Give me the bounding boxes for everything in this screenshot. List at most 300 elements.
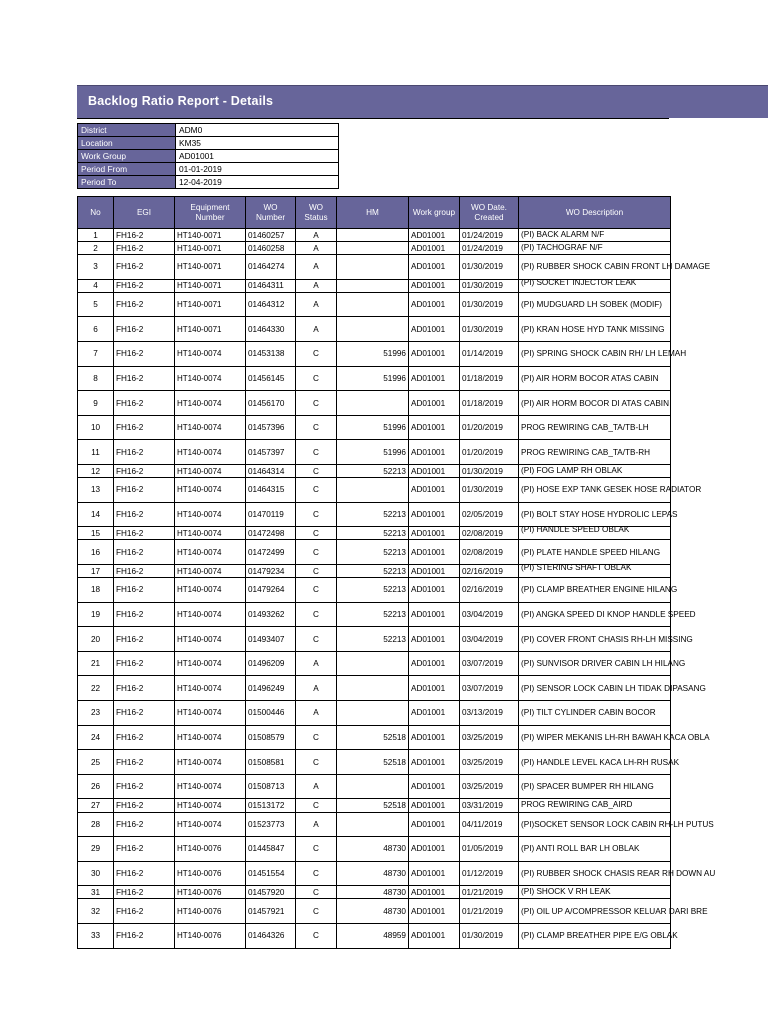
cell-hm: 52213 <box>337 527 409 540</box>
table-row <box>78 540 671 565</box>
cell-no: 1 <box>78 229 114 242</box>
cell-wo-number: 01464311 <box>246 279 296 292</box>
cell-equipment-number: HT140-0071 <box>175 242 246 255</box>
cell-no: 2 <box>78 242 114 255</box>
table-row <box>78 899 671 924</box>
parameter-value: KM35 <box>176 137 339 150</box>
cell-work-group: AD01001 <box>409 676 460 701</box>
cell-egi: FH16-2 <box>114 774 175 799</box>
parameter-row <box>78 150 339 163</box>
cell-wo-status: A <box>296 651 337 676</box>
cell-wo-description: (PI) RUBBER SHOCK CHASIS REAR RH DOWN AU <box>519 861 671 886</box>
cell-wo-number: 01456145 <box>246 366 296 391</box>
cell-wo-date-created: 03/04/2019 <box>460 627 519 652</box>
cell-hm <box>337 229 409 242</box>
cell-wo-date-created: 03/13/2019 <box>460 701 519 726</box>
cell-wo-number: 01493262 <box>246 602 296 627</box>
cell-wo-description: (PI) STERING SHAFT OBLAK <box>519 565 671 578</box>
cell-egi: FH16-2 <box>114 478 175 503</box>
cell-wo-description: (PI) CLAMP BREATHER ENGINE HILANG <box>519 578 671 603</box>
cell-wo-date-created: 01/30/2019 <box>460 317 519 342</box>
cell-wo-status: C <box>296 886 337 899</box>
cell-egi: FH16-2 <box>114 366 175 391</box>
cell-hm <box>337 317 409 342</box>
cell-equipment-number: HT140-0074 <box>175 578 246 603</box>
parameter-value: ADM0 <box>176 124 339 137</box>
cell-hm: 52213 <box>337 578 409 603</box>
cell-egi: FH16-2 <box>114 540 175 565</box>
cell-hm: 48730 <box>337 899 409 924</box>
cell-wo-status: A <box>296 812 337 837</box>
parameter-value: 01-01-2019 <box>176 163 339 176</box>
cell-equipment-number: HT140-0074 <box>175 415 246 440</box>
cell-work-group: AD01001 <box>409 774 460 799</box>
table-row <box>78 502 671 527</box>
cell-equipment-number: HT140-0074 <box>175 676 246 701</box>
cell-hm <box>337 255 409 280</box>
cell-wo-date-created: 01/18/2019 <box>460 391 519 416</box>
table-row <box>78 627 671 652</box>
cell-wo-description: (PI) MUDGUARD LH SOBEK (MODIF) <box>519 292 671 317</box>
table-row <box>78 750 671 775</box>
cell-wo-number: 01457920 <box>246 886 296 899</box>
cell-work-group: AD01001 <box>409 478 460 503</box>
cell-egi: FH16-2 <box>114 279 175 292</box>
cell-wo-date-created: 02/05/2019 <box>460 502 519 527</box>
cell-wo-status: C <box>296 924 337 949</box>
cell-wo-description: (PI) HOSE EXP TANK GESEK HOSE RADIATOR <box>519 478 671 503</box>
parameter-value: AD01001 <box>176 150 339 163</box>
cell-wo-number: 01508713 <box>246 774 296 799</box>
cell-work-group: AD01001 <box>409 242 460 255</box>
cell-wo-description: (PI) TACHOGRAF N/F <box>519 242 671 255</box>
cell-wo-description: PROG REWIRING CAB_TA/TB-RH <box>519 440 671 465</box>
cell-wo-status: C <box>296 602 337 627</box>
cell-equipment-number: HT140-0074 <box>175 540 246 565</box>
cell-wo-description: (PI) RUBBER SHOCK CABIN FRONT LH DAMAGE <box>519 255 671 280</box>
cell-wo-date-created: 03/25/2019 <box>460 750 519 775</box>
table-row <box>78 578 671 603</box>
cell-equipment-number: HT140-0074 <box>175 465 246 478</box>
cell-equipment-number: HT140-0071 <box>175 279 246 292</box>
cell-no: 21 <box>78 651 114 676</box>
cell-equipment-number: HT140-0074 <box>175 366 246 391</box>
cell-wo-date-created: 03/31/2019 <box>460 799 519 812</box>
cell-egi: FH16-2 <box>114 292 175 317</box>
cell-equipment-number: HT140-0076 <box>175 886 246 899</box>
cell-wo-number: 01464326 <box>246 924 296 949</box>
cell-work-group: AD01001 <box>409 924 460 949</box>
table-row <box>78 565 671 578</box>
cell-wo-status: A <box>296 229 337 242</box>
cell-hm <box>337 651 409 676</box>
cell-wo-date-created: 01/24/2019 <box>460 229 519 242</box>
cell-wo-number: 01457397 <box>246 440 296 465</box>
cell-wo-date-created: 01/20/2019 <box>460 440 519 465</box>
cell-wo-date-created: 01/30/2019 <box>460 465 519 478</box>
cell-no: 18 <box>78 578 114 603</box>
cell-wo-status: C <box>296 899 337 924</box>
cell-work-group: AD01001 <box>409 527 460 540</box>
cell-wo-status: A <box>296 255 337 280</box>
cell-work-group: AD01001 <box>409 837 460 862</box>
cell-work-group: AD01001 <box>409 366 460 391</box>
cell-work-group: AD01001 <box>409 799 460 812</box>
cell-wo-number: 01470119 <box>246 502 296 527</box>
cell-egi: FH16-2 <box>114 342 175 367</box>
cell-wo-description: (PI) FOG LAMP RH OBLAK <box>519 465 671 478</box>
cell-wo-number: 01457921 <box>246 899 296 924</box>
cell-no: 6 <box>78 317 114 342</box>
cell-equipment-number: HT140-0074 <box>175 651 246 676</box>
cell-hm <box>337 812 409 837</box>
cell-no: 9 <box>78 391 114 416</box>
cell-wo-number: 01479264 <box>246 578 296 603</box>
cell-wo-date-created: 04/11/2019 <box>460 812 519 837</box>
cell-wo-date-created: 02/16/2019 <box>460 565 519 578</box>
cell-wo-status: A <box>296 317 337 342</box>
cell-equipment-number: HT140-0074 <box>175 602 246 627</box>
cell-egi: FH16-2 <box>114 861 175 886</box>
cell-wo-description: (PI) COVER FRONT CHASIS RH-LH MISSING <box>519 627 671 652</box>
cell-wo-description: (PI) HANDLE LEVEL KACA LH-RH RUSAK <box>519 750 671 775</box>
col-wo-date-created-header: WO Date. Created <box>460 197 519 229</box>
cell-hm <box>337 478 409 503</box>
cell-wo-description: (PI) ANGKA SPEED DI KNOP HANDLE SPEED <box>519 602 671 627</box>
cell-wo-status: C <box>296 478 337 503</box>
table-row <box>78 701 671 726</box>
cell-wo-date-created: 03/25/2019 <box>460 725 519 750</box>
cell-equipment-number: HT140-0074 <box>175 565 246 578</box>
cell-no: 26 <box>78 774 114 799</box>
cell-work-group: AD01001 <box>409 725 460 750</box>
cell-work-group: AD01001 <box>409 540 460 565</box>
cell-work-group: AD01001 <box>409 578 460 603</box>
table-row <box>78 676 671 701</box>
table-row <box>78 725 671 750</box>
cell-hm: 52518 <box>337 799 409 812</box>
cell-wo-status: C <box>296 391 337 416</box>
cell-wo-description: (PI) SPRING SHOCK CABIN RH/ LH LEMAH <box>519 342 671 367</box>
report-title-bar <box>77 85 768 118</box>
cell-egi: FH16-2 <box>114 229 175 242</box>
cell-work-group: AD01001 <box>409 465 460 478</box>
cell-equipment-number: HT140-0071 <box>175 255 246 280</box>
cell-wo-date-created: 01/30/2019 <box>460 924 519 949</box>
cell-wo-date-created: 01/05/2019 <box>460 837 519 862</box>
col-wo-status-header: WO Status <box>296 197 337 229</box>
cell-wo-description: (PI) SOCKET INJECTOR LEAK <box>519 279 671 292</box>
parameter-label: Period To <box>78 176 176 189</box>
cell-wo-date-created: 02/08/2019 <box>460 540 519 565</box>
table-row <box>78 799 671 812</box>
cell-wo-date-created: 01/30/2019 <box>460 292 519 317</box>
cell-equipment-number: HT140-0074 <box>175 725 246 750</box>
title-divider <box>77 118 669 119</box>
cell-no: 11 <box>78 440 114 465</box>
cell-egi: FH16-2 <box>114 565 175 578</box>
cell-wo-status: C <box>296 750 337 775</box>
cell-equipment-number: HT140-0071 <box>175 229 246 242</box>
cell-hm: 52213 <box>337 465 409 478</box>
cell-wo-number: 01464274 <box>246 255 296 280</box>
cell-work-group: AD01001 <box>409 602 460 627</box>
cell-wo-status: C <box>296 837 337 862</box>
cell-no: 27 <box>78 799 114 812</box>
cell-no: 29 <box>78 837 114 862</box>
cell-wo-status: A <box>296 774 337 799</box>
cell-equipment-number: HT140-0074 <box>175 701 246 726</box>
cell-no: 25 <box>78 750 114 775</box>
cell-wo-number: 01508579 <box>246 725 296 750</box>
cell-equipment-number: HT140-0076 <box>175 924 246 949</box>
cell-equipment-number: HT140-0076 <box>175 899 246 924</box>
cell-no: 16 <box>78 540 114 565</box>
cell-wo-description: (PI) SPACER BUMPER RH HILANG <box>519 774 671 799</box>
cell-wo-number: 01493407 <box>246 627 296 652</box>
cell-work-group: AD01001 <box>409 292 460 317</box>
cell-wo-number: 01472498 <box>246 527 296 540</box>
cell-wo-status: A <box>296 701 337 726</box>
cell-wo-status: C <box>296 502 337 527</box>
report-title: Backlog Ratio Report - Details <box>88 94 274 108</box>
cell-wo-status: C <box>296 440 337 465</box>
cell-equipment-number: HT140-0074 <box>175 774 246 799</box>
table-row <box>78 924 671 949</box>
cell-wo-status: A <box>296 676 337 701</box>
cell-no: 8 <box>78 366 114 391</box>
cell-hm <box>337 292 409 317</box>
parameter-row <box>78 124 339 137</box>
table-row <box>78 861 671 886</box>
cell-hm: 52213 <box>337 602 409 627</box>
cell-equipment-number: HT140-0074 <box>175 440 246 465</box>
cell-no: 20 <box>78 627 114 652</box>
cell-wo-number: 01496249 <box>246 676 296 701</box>
cell-hm: 52213 <box>337 627 409 652</box>
cell-egi: FH16-2 <box>114 886 175 899</box>
cell-no: 28 <box>78 812 114 837</box>
cell-no: 30 <box>78 861 114 886</box>
cell-hm: 48959 <box>337 924 409 949</box>
cell-no: 19 <box>78 602 114 627</box>
cell-wo-description: (PI) OIL UP A/COMPRESSOR KELUAR DARI BRE <box>519 899 671 924</box>
cell-equipment-number: HT140-0071 <box>175 292 246 317</box>
cell-wo-number: 01457396 <box>246 415 296 440</box>
cell-wo-number: 01523773 <box>246 812 296 837</box>
cell-equipment-number: HT140-0076 <box>175 861 246 886</box>
cell-no: 32 <box>78 899 114 924</box>
cell-hm <box>337 676 409 701</box>
table-row <box>78 837 671 862</box>
cell-equipment-number: HT140-0074 <box>175 750 246 775</box>
cell-egi: FH16-2 <box>114 502 175 527</box>
cell-work-group: AD01001 <box>409 899 460 924</box>
table-row <box>78 292 671 317</box>
cell-hm <box>337 279 409 292</box>
cell-hm <box>337 774 409 799</box>
cell-no: 7 <box>78 342 114 367</box>
cell-wo-description: (PI) HANDLE SPEED OBLAK <box>519 527 671 540</box>
cell-equipment-number: HT140-0074 <box>175 391 246 416</box>
cell-equipment-number: HT140-0071 <box>175 317 246 342</box>
cell-work-group: AD01001 <box>409 317 460 342</box>
cell-egi: FH16-2 <box>114 725 175 750</box>
cell-no: 15 <box>78 527 114 540</box>
cell-wo-status: C <box>296 415 337 440</box>
cell-work-group: AD01001 <box>409 440 460 465</box>
cell-equipment-number: HT140-0074 <box>175 812 246 837</box>
cell-egi: FH16-2 <box>114 440 175 465</box>
cell-wo-date-created: 01/18/2019 <box>460 366 519 391</box>
cell-wo-number: 01464312 <box>246 292 296 317</box>
parameter-value: 12-04-2019 <box>176 176 339 189</box>
col-equipment-number-header: Equipment Number <box>175 197 246 229</box>
cell-work-group: AD01001 <box>409 415 460 440</box>
cell-wo-date-created: 01/21/2019 <box>460 899 519 924</box>
cell-wo-status: A <box>296 242 337 255</box>
cell-no: 22 <box>78 676 114 701</box>
parameter-row <box>78 176 339 189</box>
table-row <box>78 415 671 440</box>
table-row <box>78 886 671 899</box>
cell-wo-number: 01472499 <box>246 540 296 565</box>
cell-wo-status: C <box>296 366 337 391</box>
cell-wo-status: C <box>296 725 337 750</box>
cell-wo-description: (PI) SENSOR LOCK CABIN LH TIDAK DIPASANG <box>519 676 671 701</box>
cell-wo-description: (PI) KRAN HOSE HYD TANK MISSING <box>519 317 671 342</box>
cell-wo-number: 01453138 <box>246 342 296 367</box>
cell-hm <box>337 391 409 416</box>
parameter-label: Location <box>78 137 176 150</box>
cell-hm: 52213 <box>337 540 409 565</box>
cell-wo-number: 01464314 <box>246 465 296 478</box>
cell-wo-status: A <box>296 292 337 317</box>
cell-wo-number: 01456170 <box>246 391 296 416</box>
table-row <box>78 366 671 391</box>
cell-work-group: AD01001 <box>409 651 460 676</box>
table-row <box>78 242 671 255</box>
table-row <box>78 602 671 627</box>
cell-wo-status: C <box>296 540 337 565</box>
cell-egi: FH16-2 <box>114 799 175 812</box>
cell-wo-status: C <box>296 565 337 578</box>
cell-work-group: AD01001 <box>409 812 460 837</box>
cell-no: 23 <box>78 701 114 726</box>
cell-wo-date-created: 03/25/2019 <box>460 774 519 799</box>
cell-wo-status: C <box>296 465 337 478</box>
cell-egi: FH16-2 <box>114 602 175 627</box>
cell-wo-description: (PI) ANTI ROLL BAR LH OBLAK <box>519 837 671 862</box>
cell-wo-number: 01479234 <box>246 565 296 578</box>
backlog-details-table <box>77 196 716 949</box>
table-header-row <box>78 197 671 229</box>
cell-wo-date-created: 03/07/2019 <box>460 676 519 701</box>
cell-egi: FH16-2 <box>114 391 175 416</box>
cell-hm: 51996 <box>337 415 409 440</box>
cell-hm: 48730 <box>337 861 409 886</box>
table-row <box>78 440 671 465</box>
cell-wo-number: 01451554 <box>246 861 296 886</box>
cell-work-group: AD01001 <box>409 861 460 886</box>
cell-wo-description: (PI) WIPER MEKANIS LH-RH BAWAH KACA OBLA <box>519 725 671 750</box>
cell-no: 31 <box>78 886 114 899</box>
cell-work-group: AD01001 <box>409 701 460 726</box>
cell-egi: FH16-2 <box>114 651 175 676</box>
col-hm-header: HM <box>337 197 409 229</box>
cell-egi: FH16-2 <box>114 242 175 255</box>
cell-wo-description: (PI) PLATE HANDLE SPEED HILANG <box>519 540 671 565</box>
cell-equipment-number: HT140-0076 <box>175 837 246 862</box>
parameter-row <box>78 137 339 150</box>
cell-wo-description: (PI) CLAMP BREATHER PIPE E/G OBLAK <box>519 924 671 949</box>
parameter-label: Period From <box>78 163 176 176</box>
cell-hm: 52213 <box>337 502 409 527</box>
cell-wo-date-created: 01/20/2019 <box>460 415 519 440</box>
cell-wo-date-created: 02/16/2019 <box>460 578 519 603</box>
cell-no: 33 <box>78 924 114 949</box>
cell-hm: 51996 <box>337 366 409 391</box>
cell-wo-status: A <box>296 279 337 292</box>
parameter-label: Work Group <box>78 150 176 163</box>
report-parameters-table <box>77 123 339 189</box>
cell-work-group: AD01001 <box>409 279 460 292</box>
cell-wo-status: C <box>296 527 337 540</box>
cell-hm: 52518 <box>337 725 409 750</box>
cell-egi: FH16-2 <box>114 676 175 701</box>
table-row <box>78 279 671 292</box>
cell-wo-status: C <box>296 627 337 652</box>
table-row <box>78 774 671 799</box>
cell-wo-number: 01513172 <box>246 799 296 812</box>
cell-wo-number: 01496209 <box>246 651 296 676</box>
cell-work-group: AD01001 <box>409 750 460 775</box>
cell-work-group: AD01001 <box>409 391 460 416</box>
cell-no: 24 <box>78 725 114 750</box>
cell-wo-status: C <box>296 861 337 886</box>
cell-work-group: AD01001 <box>409 229 460 242</box>
table-row <box>78 342 671 367</box>
table-row <box>78 812 671 837</box>
cell-work-group: AD01001 <box>409 886 460 899</box>
cell-work-group: AD01001 <box>409 342 460 367</box>
cell-egi: FH16-2 <box>114 465 175 478</box>
table-row <box>78 651 671 676</box>
col-wo-number-header: WO Number <box>246 197 296 229</box>
cell-equipment-number: HT140-0074 <box>175 478 246 503</box>
col-egi-header: EGI <box>114 197 175 229</box>
parameter-row <box>78 163 339 176</box>
cell-wo-date-created: 01/30/2019 <box>460 255 519 280</box>
cell-wo-date-created: 01/12/2019 <box>460 861 519 886</box>
col-wo-description-header: WO Description <box>519 197 671 229</box>
cell-hm <box>337 701 409 726</box>
cell-wo-date-created: 01/14/2019 <box>460 342 519 367</box>
cell-wo-number: 01508581 <box>246 750 296 775</box>
cell-no: 5 <box>78 292 114 317</box>
table-row <box>78 255 671 280</box>
cell-equipment-number: HT140-0074 <box>175 502 246 527</box>
cell-no: 17 <box>78 565 114 578</box>
cell-work-group: AD01001 <box>409 565 460 578</box>
cell-wo-description: (PI) AIR HORM BOCOR DI ATAS CABIN <box>519 391 671 416</box>
cell-hm: 48730 <box>337 837 409 862</box>
col-work-group-header: Work group <box>409 197 460 229</box>
cell-egi: FH16-2 <box>114 924 175 949</box>
cell-wo-number: 01464330 <box>246 317 296 342</box>
cell-wo-date-created: 03/07/2019 <box>460 651 519 676</box>
cell-egi: FH16-2 <box>114 701 175 726</box>
